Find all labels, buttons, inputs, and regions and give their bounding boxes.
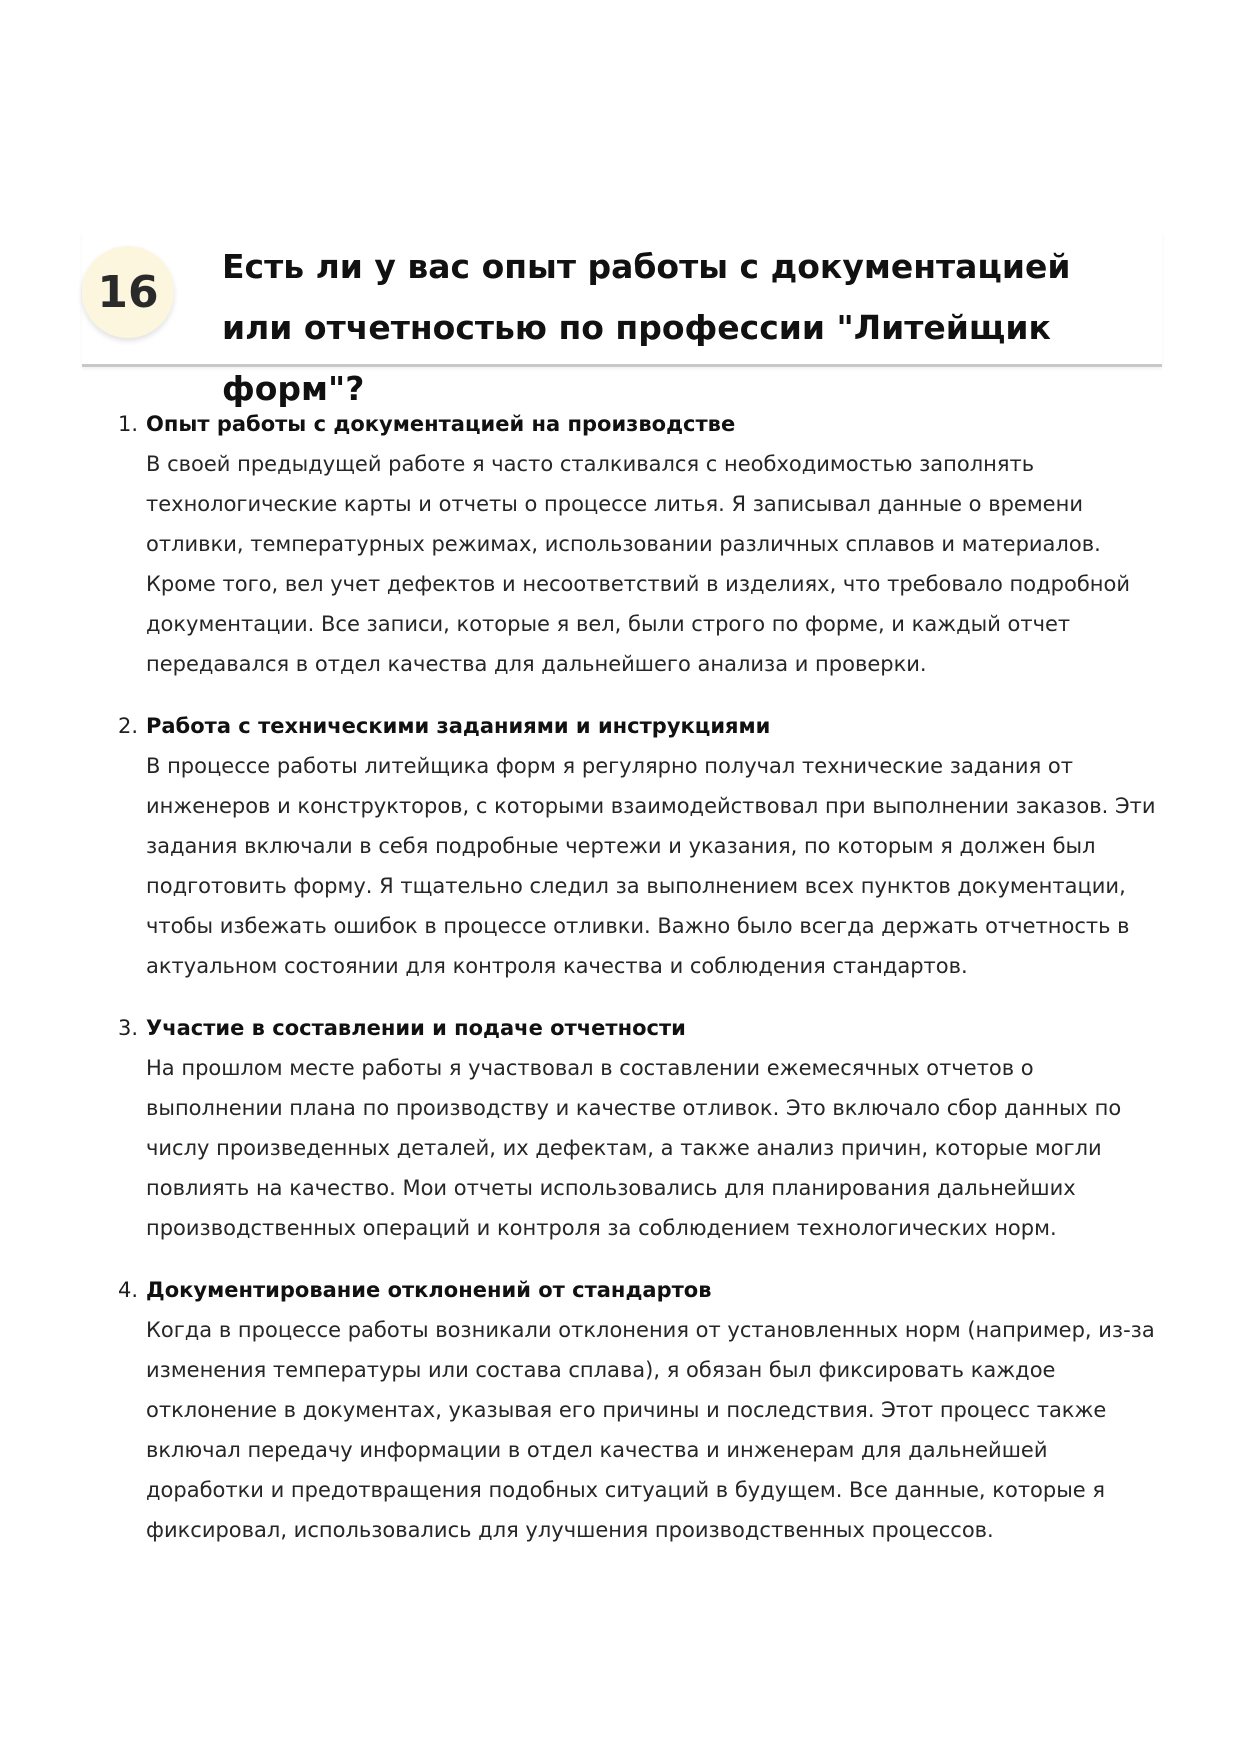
list-item-heading: Опыт работы с документацией на производстве xyxy=(146,412,736,436)
answer-list xyxy=(118,404,1168,1572)
question-number-badge: 16 xyxy=(82,246,174,338)
list-item-number: 2. xyxy=(118,714,139,738)
list-item-heading: Документирование отклонений от стандартов xyxy=(146,1278,712,1302)
list-item-number: 3. xyxy=(118,1016,139,1040)
list-item xyxy=(118,404,1168,684)
list-item-heading: Работа с техническими заданиями и инструкциями xyxy=(146,714,771,738)
list-item-text: В процессе работы литейщика форм я регулярно получал технические задания от инженеров и конструкторов, с которыми взаимодействовал при выполнении заказов. Эти задания включали в себя подробные чертежи и указания, по которым я должен был подготовить форму. Я тщательно следил за выполнением всех пунктов документации, чтобы избежать ошибок в процессе отливки. Важно было всегда держать отчетность в актуальном состоянии для контроля качества и соблюдения стандартов. xyxy=(146,754,1156,978)
question-header xyxy=(82,232,1162,408)
list-item-number: 1. xyxy=(118,412,139,436)
list-item-text: В своей предыдущей работе я часто сталкивался с необходимостью заполнять технологические карты и отчеты о процессе литья. Я записывал данные о времени отливки, температурных режимах, использовании различных сплавов и материалов. Кроме того, вел учет дефектов и несоответствий в изделиях, что требовало подробной документации. Все записи, которые я вел, были строго по форме, и каждый отчет передавался в отдел качества для дальнейшего анализа и проверки. xyxy=(146,452,1131,676)
list-item xyxy=(118,1270,1168,1550)
list-item xyxy=(118,1008,1168,1248)
list-item xyxy=(118,706,1168,986)
list-item-text: На прошлом месте работы я участвовал в составлении ежемесячных отчетов о выполнении плана по производству и качестве отливок. Это включало сбор данных по числу произведенных деталей, их дефектам, а также анализ причин, которые могли повлиять на качество. Мои отчеты использовались для планирования дальнейших производственных операций и контроля за соблюдением технологических норм. xyxy=(146,1056,1122,1240)
list-item-text: Когда в процессе работы возникали отклонения от установленных норм (например, из-за изменения температуры или состава сплава), я обязан был фиксировать каждое отклонение в документах, указывая его причины и последствия. Этот процесс также включал передачу информации в отдел качества и инженерам для дальнейшей доработки и предотвращения подобных ситуаций в будущем. Все данные, которые я фиксировал, использовались для улучшения производственных процессов. xyxy=(146,1318,1155,1542)
question-title: Есть ли у вас опыт работы с документацией или отчетностью по профессии "Литейщик форм"? xyxy=(222,247,1071,408)
list-item-number: 4. xyxy=(118,1278,139,1302)
list-item-heading: Участие в составлении и подаче отчетности xyxy=(146,1016,686,1040)
